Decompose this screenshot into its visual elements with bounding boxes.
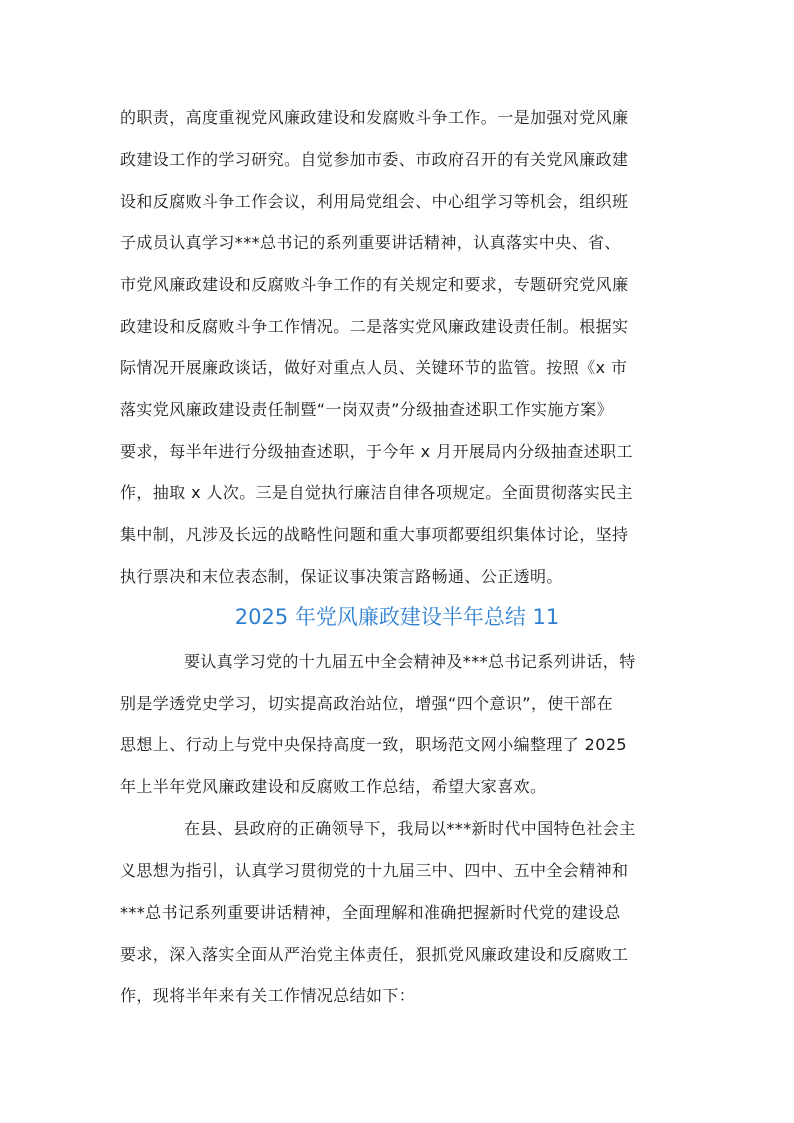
text-line: ***总书记系列重要讲话精神，全面理解和准确把握新时代党的建设总 [120,903,621,922]
text-line: 作，现将半年来有关工作情况总结如下： [120,986,416,1005]
text-line: 在县、县政府的正确领导下，我局以***新时代中国特色社会主 [184,819,636,838]
text-line: 要认真学习党的十九届五中全会精神及***总书记系列讲话，特 [184,652,636,671]
text-line: 政建设工作的学习研究。自觉参加市委、市政府召开的有关党风廉政建 [120,150,629,169]
text-line: 执行票决和末位表态制，保证议事决策言路畅通、公正透明。 [120,567,563,586]
text-line: 际情况开展廉政谈话，做好对重点人员、关键环节的监管。按照《x 市 [120,358,628,377]
text-line: 的职责，高度重视党风廉政建设和发腐败斗争工作。一是加强对党风廉 [120,108,629,127]
text-line: 义思想为指引，认真学习贯彻党的十九届三中、四中、五中全会精神和 [120,861,629,880]
text-line: 市党风廉政建设和反腐败斗争工作的有关规定和要求，专题研究党风廉 [120,275,629,294]
text-line: 子成员认真学习***总书记的系列重要讲话精神，认真落实中央、省、 [120,233,621,252]
section-heading: 2025 年党风廉政建设半年总结 11 [234,605,560,629]
text-line: 集中制，凡涉及长远的战略性问题和重大事项都要组织集体讨论，坚持 [120,525,629,544]
text-line: 政建设和反腐败斗争工作情况。二是落实党风廉政建设责任制。根据实 [120,317,629,336]
text-line: 设和反腐败斗争工作会议，利用局党组会、中心组学习等机会，组织班 [120,192,629,211]
text-line: 要求，每半年进行分级抽查述职，于今年 x 月开展局内分级抽查述职工 [120,442,633,461]
text-line: 作，抽取 x 人次。三是自觉执行廉洁自律各项规定。全面贯彻落实民主 [120,483,633,502]
text-line: 别是学透党史学习，切实提高政治站位，增强“四个意识”，使干部在 [120,694,613,713]
text-line: 要求，深入落实全面从严治党主体责任，狠抓党风廉政建设和反腐败工 [120,945,629,964]
text-line: 年上半年党风廉政建设和反腐败工作总结，希望大家喜欢。 [120,777,547,796]
text-line: 落实党风廉政建设责任制暨“一岗双责”分级抽查述职工作实施方案》 [120,400,613,419]
text-line: 思想上、行动上与党中央保持高度一致，职场范文网小编整理了 2025 [120,735,628,754]
